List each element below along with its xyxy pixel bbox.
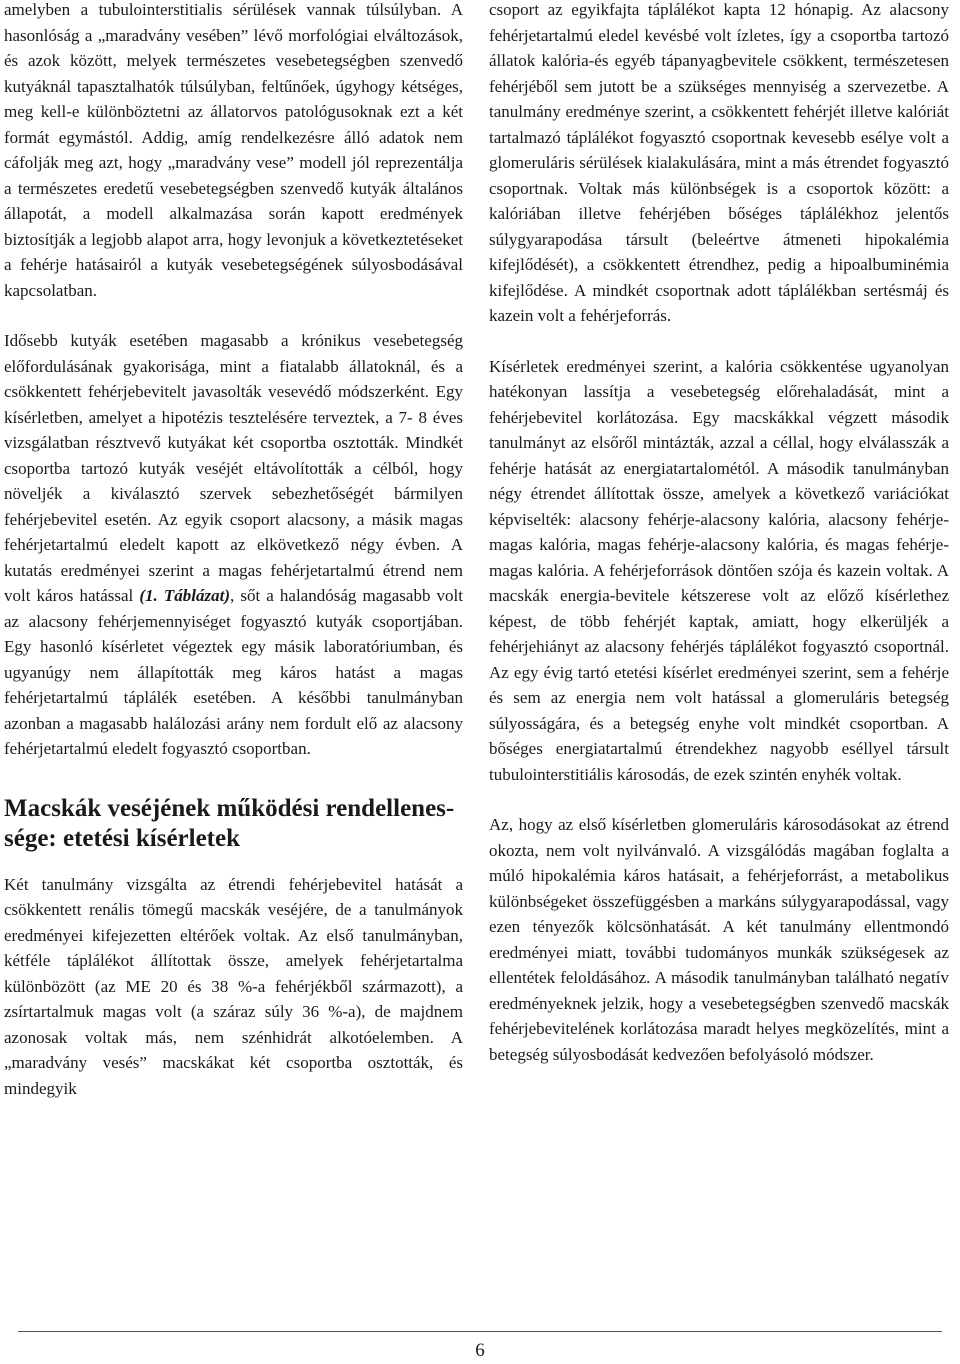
paragraph: Kísérletek eredményei szerint, a kalória csökkentése ugyanolyan hatékonyan lassítja a vesebetegség előrehaladását, mint a fehérjebevitel korlátozása. Egy macskákkal végzett második tanulmányt az elsőről mintázták, azzal a céllal, hogy elválasszák a fehérje hatását az energiatartalométól. A második tanulmányban négy étrendet állítottak össze, amelyek a következő variációkat képviselték: alacsony fehérje-alacsony kalória, alacsony fehérje-magas kalória, magas fehérje-alacsony kalória, és magas fehérje-magas kalória. A fehérjeforrások döntően szója és kazein voltak. A macskák energia-bevitele kétszerese volt az előző kísérlethez képest, de több fehérjét kaptak, amiatt, hogy elkerüljék a fehérjehiányt az alacsony fehérjés táplálékot fogyasztó csoportnál. Az egy évig tartó etetési kísérlet eredményei szerint, sem a fehérje és sem az energia nem volt hatással a glomeruláris betegség súlyosságára, és a betegség enyhe volt mindkét csoportban. A bőséges energiatartalmú étrendekhez nagyobb eséllyel társult tubulointerstitiális károsodás, de ezek szintén enyhék voltak.	[489, 356, 949, 784]
footer-divider	[18, 1331, 942, 1332]
page-number: 6	[475, 1340, 485, 1361]
right-column	[489, 0, 949, 1067]
paragraph	[4, 328, 463, 762]
paragraph: amelyben a tubulointerstitialis sérülések vannak túlsúlyban. A hasonlóság a „maradvány vesében” lévő morfológiai elváltozások, és azok között, melyek természetes vesebetegségben szenvedő kutyáknál tapasztalhatók túlsúlyban, feltűnőek, úgyhogy kétséges, meg kell-e különböztetni az állatorvos patológusoknak ezt a két formát egymástól. Addig, amíg rendelkezésre álló adatok nem cáfolják meg azt, hogy „maradvány vese” modell jól reprezentálja a természetes eredetű vesebetegségben szenvedő kutyák általános állapotát, a modell alkalmazása során kapott eredmények biztosítják a legjobb alapot arra, hogy levonjuk a következtetéseket a fehérje hatásairól a kutyák vesebetegségének súlyosbodásával kapcsolatban.	[4, 0, 463, 300]
paragraph: Két tanulmány vizsgálta az étrendi fehérjebevitel hatását a csökkentett renális tömegű macskák veséjére, de a tanulmányok eredményei kifejezetten eltérőek voltak. Az első tanulmányban, kétféle táplálékot állítottak össze, amelyek fehérjetartalma különbözött (az ME 20 és 38 %-a fehérjékből származott), a zsírtartalmuk magas volt (a száraz súly 36 %-a), de majdnem azonosak voltak más, nem szénhidrát alkotóelemben. A „maradvány vesés” macskákat két csoportba osztották, és mindegyik	[4, 874, 463, 1098]
paragraph: csoport az egyikfajta táplálékot kapta 12 hónapig. Az alacsony fehérjetartalmú eledel kevésbé volt ízletes, így a csoportba tartozó állatok kalória-és egyéb tápanyagbevitele csökkent, természetesen fehérjéből sem jutott be a szükséges mennyiség a szervezetbe. A tanulmány eredménye szerint, a csökkentett fehérjét illetve kalóriát tartalmazó táplálékot fogyasztó csoportnak kevesebb esélye volt a glomeruláris sérülések kialakulására, mint a más étrendet fogyasztó csoportnak. Voltak más különbségek is a csoportok között: a kalóriában illetve fehérjében bőséges táplálékhoz jelentős súlygyarapodása társult (beleértve átmeneti hipokalémia kifejlődését), a csökkentett étrendhez, pedig a hipoalbuminémia kifejlődése. A mindkét csoportnak adott táplálékban sertésmáj és kazein volt a fehérjeforrás.	[489, 0, 949, 325]
table-reference: (1. Táblázat)	[139, 586, 230, 605]
paragraph-text: , sőt a halandóság magasabb volt az alacsony fehérjemennyiséget fogyasztó kutyák csoportjában. Egy hasonló kísérletet végeztek egy másik laboratóriumban, és ugyanúgy nem állapították meg káros hatást a magas fehérjetartalmú táplálék esetében. A későbbi tanulmányban azonban a magasabb halálozási arány nem fordult elő az alacsony fehérjetartalmú eledelt fogyasztó csoportban.	[4, 586, 463, 758]
section-heading: Macskák veséjének működési rendellenes-sége: etetési kísérletek	[4, 794, 455, 852]
paragraph-text: Idősebb kutyák esetében magasabb a krónikus vesebetegség előfordulásának gyakorisága, mint a fiatalabb állatoknál, és a csökkentett fehérjebevitelt javasolták vesevédő módszerként. Egy kísérletben, amelyet a hipotézis tesztelésére terveztek, a 7- 8 éves vizsgálatban résztvevő kutyákat két csoportba osztották. Mindkét csoportba tartozó kutyák veséjét eltávolították a célból, hogy növeljék a kiválasztó szervek sebezhetőségét bármilyen fehérjebevitel esetén. Az egyik csoport alacsony, a másik magas fehérjetartalmú eledelt kapott az elkövetkező négy évben. A kutatás eredményei szerint a magas fehérjetartalmú étrend nem volt káros hatással	[4, 331, 463, 605]
left-column	[4, 0, 463, 1101]
paragraph: Az, hogy az első kísérletben glomeruláris károsodásokat az étrend okozta, nem volt nyilvánvaló. A vizsgálódás magában foglalta a múló hipokalémia káros hatásait, a fehérjeforrást, a metabolikus különbségeket összefüggésben a markáns súlygyarapodással, vagy ezen tényezők kölcsönhatását. A két tanulmány ellentmondó eredményei miatt, további tudományos munkák szükségesek az ellentétek feloldásához. A második tanulmányban található negatív eredményeknek jelzik, hogy a vesebetegségben szenvedő macskák fehérjebevitelének korlátozása maradt helyes megközelítés, mint a betegség súlyosbodását kedvezően befolyásoló módszer.	[489, 815, 949, 1064]
